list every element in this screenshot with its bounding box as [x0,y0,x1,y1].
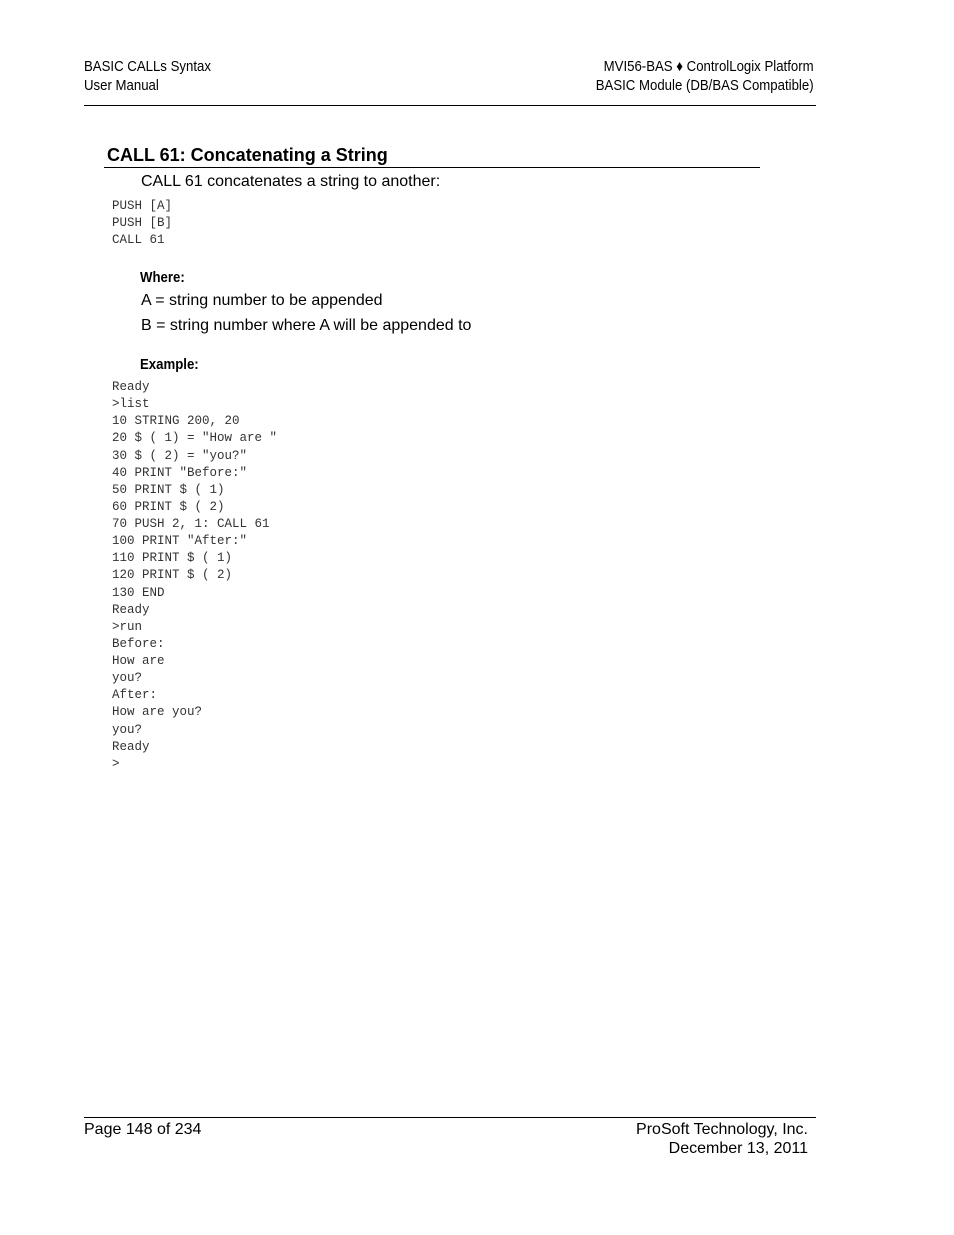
code-line: 70 PUSH 2, 1: CALL 61 [112,517,270,531]
footer-divider [84,1117,816,1118]
header-product: MVI56-BAS ♦ ControlLogix Platform [604,58,814,75]
footer-right [636,1120,808,1158]
code-line: you? [112,671,143,686]
code-line: 130 END [112,585,165,600]
header-divider [84,105,816,106]
section-title-underline [104,167,760,168]
code-line: Ready [112,739,150,754]
code-line: PUSH [B] [112,216,173,231]
code-line: Ready [112,380,150,394]
where-b-text: B = string number where A will be appended to [141,317,472,334]
header-right [596,57,814,95]
header-left [84,57,211,95]
example-code-block [112,379,277,773]
code-line: > [112,756,120,771]
code-line: PUSH [A] [112,199,173,213]
footer-date: December 13, 2011 [668,1140,808,1157]
code-line: Ready [112,602,150,617]
example-heading: Example: [140,356,199,373]
code-line: 30 $ ( 2) = "you?" [112,448,248,463]
code-line: 60 PRINT $ ( 2) [112,499,225,514]
code-line: 110 PRINT $ ( 1) [112,551,233,566]
code-line: After: [112,688,158,703]
code-line: >run [112,619,143,634]
code-line: 40 PRINT "Before:" [112,465,248,480]
code-line: CALL 61 [112,233,165,248]
code-line: How are [112,654,165,668]
footer-company: ProSoft Technology, Inc. [636,1121,808,1138]
header-doc-type: User Manual [84,77,159,94]
header-doc-section: BASIC CALLs Syntax [84,58,211,75]
code-line: 50 PRINT $ ( 1) [112,482,225,497]
code-line: 100 PRINT "After:" [112,534,248,549]
code-line: you? [112,722,143,737]
section-title: CALL 61: Concatenating a String [107,145,388,165]
code-line: Before: [112,636,165,651]
header-module: BASIC Module (DB/BAS Compatible) [596,77,814,94]
intro-text: CALL 61 concatenates a string to another: [141,173,441,190]
where-heading: Where: [140,269,185,286]
code-line: >list [112,397,150,412]
syntax-code-block [112,198,172,249]
code-line: 120 PRINT $ ( 2) [112,568,233,583]
code-line: 20 $ ( 1) = "How are " [112,431,278,446]
code-line: 10 STRING 200, 20 [112,414,240,429]
code-line: How are you? [112,705,203,720]
where-a-text: A = string number to be appended [141,292,383,309]
page-number: Page 148 of 234 [84,1121,202,1138]
